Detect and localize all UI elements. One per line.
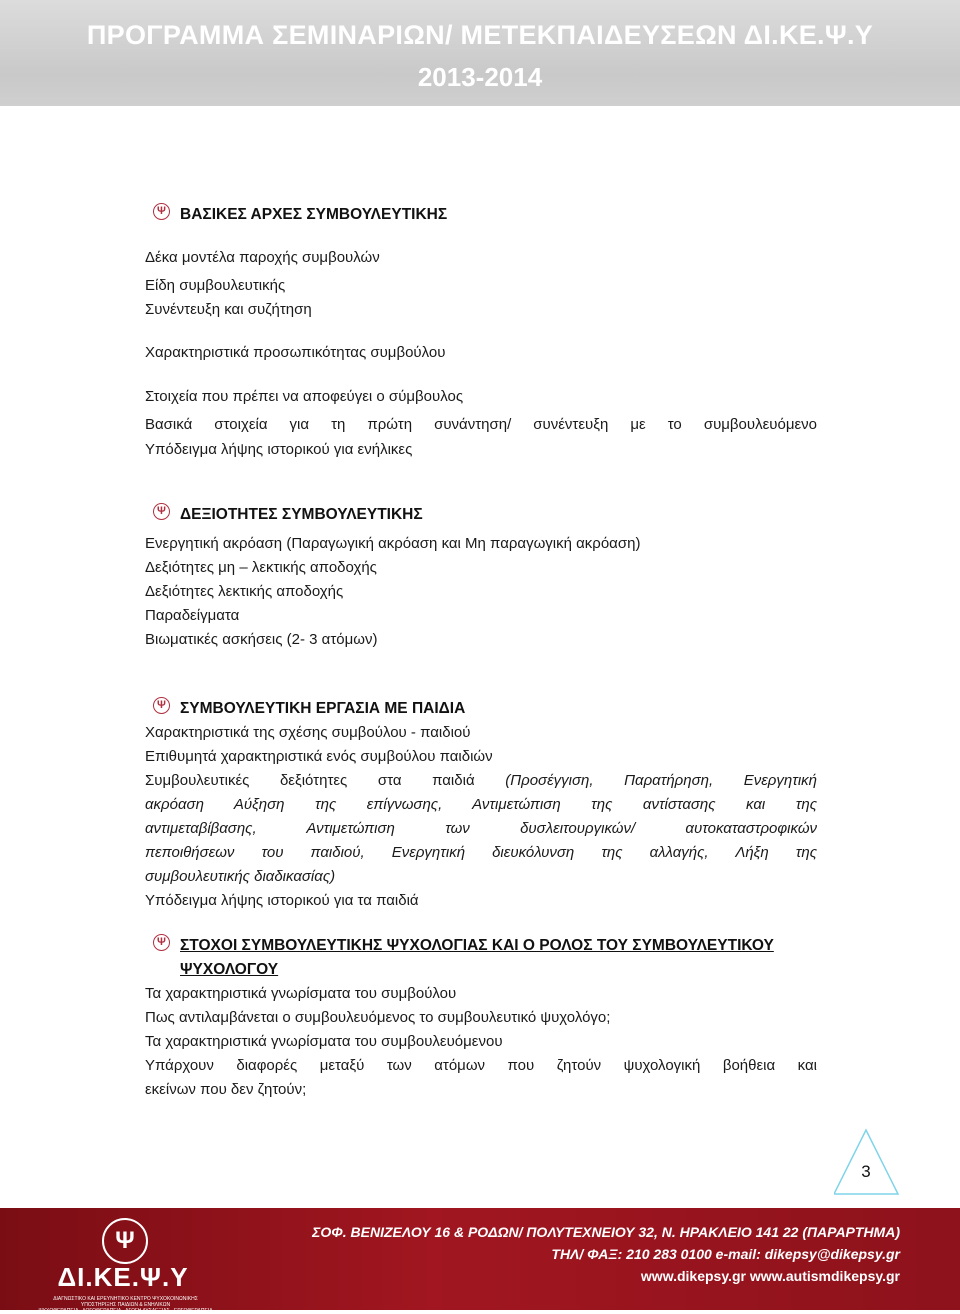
logo-tagline [38,1296,213,1314]
list-item: Υπάρχουν διαφορές μεταξύ των ατόμων που ζητούν ψυχολογική βοήθεια και [145,1057,817,1074]
footer-contact: ΤΗΛ/ ΦΑΞ: 210 283 0100 e-mail: dikepsy@dikepsy.gr [551,1246,900,1262]
skills-paragraph-line [145,769,817,793]
list-item: Βασικά στοιχεία για τη πρώτη συνάντηση/ συνέντευξη με το συμβουλευόμενο [145,416,817,433]
section-heading: ΒΑΣΙΚΕΣ ΑΡΧΕΣ ΣΥΜΒΟΥΛΕΥΤΙΚΗΣ [180,206,448,223]
header-title: ΠΡΟΓΡΑΜΜΑ ΣΕΜΙΝΑΡΙΩΝ/ ΜΕΤΕΚΠΑΙΔΕΥΣΕΩΝ ΔΙ.ΚΕ.Ψ.Υ [86,20,874,50]
logo-symbol: Ψ [102,1218,148,1264]
psi-bullet-icon: Ψ [153,203,170,220]
skills-text: (Προσέγγιση, Παρατήρηση, Ενεργητική [505,772,817,789]
list-item: Δεξιότητες μη – λεκτικής αποδοχής [145,559,377,576]
list-item: Τα χαρακτηριστικά γνωρίσματα του συμβούλου [145,985,457,1002]
list-item: Επιθυμητά χαρακτηριστικά ενός συμβούλου παιδιών [145,748,493,765]
skills-lead: Συμβουλευτικές δεξιότητες στα παιδιά [145,772,475,789]
list-item: Δεξιότητες λεκτικής αποδοχής [145,583,344,600]
list-item: Βιωματικές ασκήσεις (2- 3 ατόμων) [145,631,378,648]
list-item: εκείνων που δεν ζητούν; [145,1081,307,1098]
list-item: Δέκα μοντέλα παροχής συμβουλών [145,249,380,266]
section-heading [180,958,278,982]
header-year: 2013-2014 [417,62,543,92]
psi-bullet-icon: Ψ [153,934,170,951]
page-header [0,0,960,106]
logo-tagline-line: ΨΥΧΟΘΕΡΑΠΕΙΑ - ΛΟΓΟΘΕΡΑΠΕΙΑ - ΑΓΩΓΗ ΔΥΣΛΕΞΙΑΣ - ΕΡΓΟΘΕΡΑΠΕΙΑ [38,1308,213,1314]
list-item: Τα χαρακτηριστικά γνωρίσματα του συμβουλευόμενου [145,1033,503,1050]
page-footer [0,1208,960,1314]
list-item: Συνέντευξη και συζήτηση [145,301,312,318]
footer-websites: www.dikepsy.gr www.autismdikepsy.gr [640,1268,900,1284]
list-item: Ενεργητική ακρόαση (Παραγωγική ακρόαση και Μη παραγωγική ακρόαση) [145,535,641,552]
section-heading [180,934,774,958]
list-item: Πως αντιλαμβάνεται ο συμβουλευόμενος το συμβουλευτικό ψυχολόγο; [145,1009,611,1026]
skills-paragraph-line: συμβουλευτικής διαδικασίας) [145,868,336,885]
skills-paragraph-line: αντιμεταβίβασης, Αντιμετώπιση των δυσλειτουργικών/ αυτοκαταστροφικών [145,820,817,837]
list-item: Υπόδειγμα λήψης ιστορικού για τα παιδιά [145,892,419,909]
organization-logo [38,1214,228,1314]
section-heading-line: ΣΤΟΧΟΙ ΣΥΜΒΟΥΛΕΥΤΙΚΗΣ ΨΥΧΟΛΟΓΙΑΣ ΚΑΙ Ο ΡΟΛΟΣ ΤΟΥ ΣΥΜΒΟΥΛΕΥΤΙΚΟΥ [180,937,774,954]
skills-paragraph-line: ακρόαση Αύξηση της επίγνωσης, Αντιμετώπιση της αντίστασης και της [145,796,817,813]
page-number-badge [834,1128,904,1198]
section-heading-line: ΨΥΧΟΛΟΓΟΥ [180,961,279,978]
list-item: Στοιχεία που πρέπει να αποφεύγει ο σύμβουλος [145,388,464,405]
list-item: Χαρακτηριστικά της σχέσης συμβούλου - παιδιού [145,724,471,741]
psi-bullet-icon: Ψ [153,697,170,714]
list-item: Είδη συμβουλευτικής [145,277,286,294]
psi-bullet-icon: Ψ [153,503,170,520]
page-number: 3 [861,1162,871,1181]
list-item: Παραδείγματα [145,607,240,624]
logo-text: ΔΙ.ΚΕ.Ψ.Υ [57,1262,189,1292]
list-item: Χαρακτηριστικά προσωπικότητας συμβούλου [145,344,446,361]
logo-tagline-line: ΔΙΑΓΝΩΣΤΙΚΟ ΚΑΙ ΕΡΕΥΝΗΤΙΚΟ ΚΕΝΤΡΟ ΨΥΧΟΚΟΙΝΩΝΙΚΗΣ ΥΠΟΣΤΗΡΙΞΗΣ ΠΑΙΔΙΩΝ & ΕΝΗΛΙΚΩΝ [53,1296,198,1308]
section-heading: ΔΕΞΙΟΤΗΤΕΣ ΣΥΜΒΟΥΛΕΥΤΙΚΗΣ [180,506,423,523]
list-item: Υπόδειγμα λήψης ιστορικού για ενήλικες [145,441,413,458]
footer-address: ΣΟΦ. ΒΕΝΙΖΕΛΟΥ 16 & ΡΟΔΩΝ/ ΠΟΛΥΤΕΧΝΕΙΟΥ 32, Ν. ΗΡΑΚΛΕΙΟ 141 22 (ΠΑΡΑΡΤΗΜΑ) [312,1224,900,1240]
skills-paragraph-line: πεποιθήσεων του παιδιού, Ενεργητική διευκόλυνση της αλλαγής, Λήξη της [145,844,817,861]
section-heading: ΣΥΜΒΟΥΛΕΥΤΙΚΗ ΕΡΓΑΣΙΑ ΜΕ ΠΑΙΔΙΑ [180,700,466,717]
